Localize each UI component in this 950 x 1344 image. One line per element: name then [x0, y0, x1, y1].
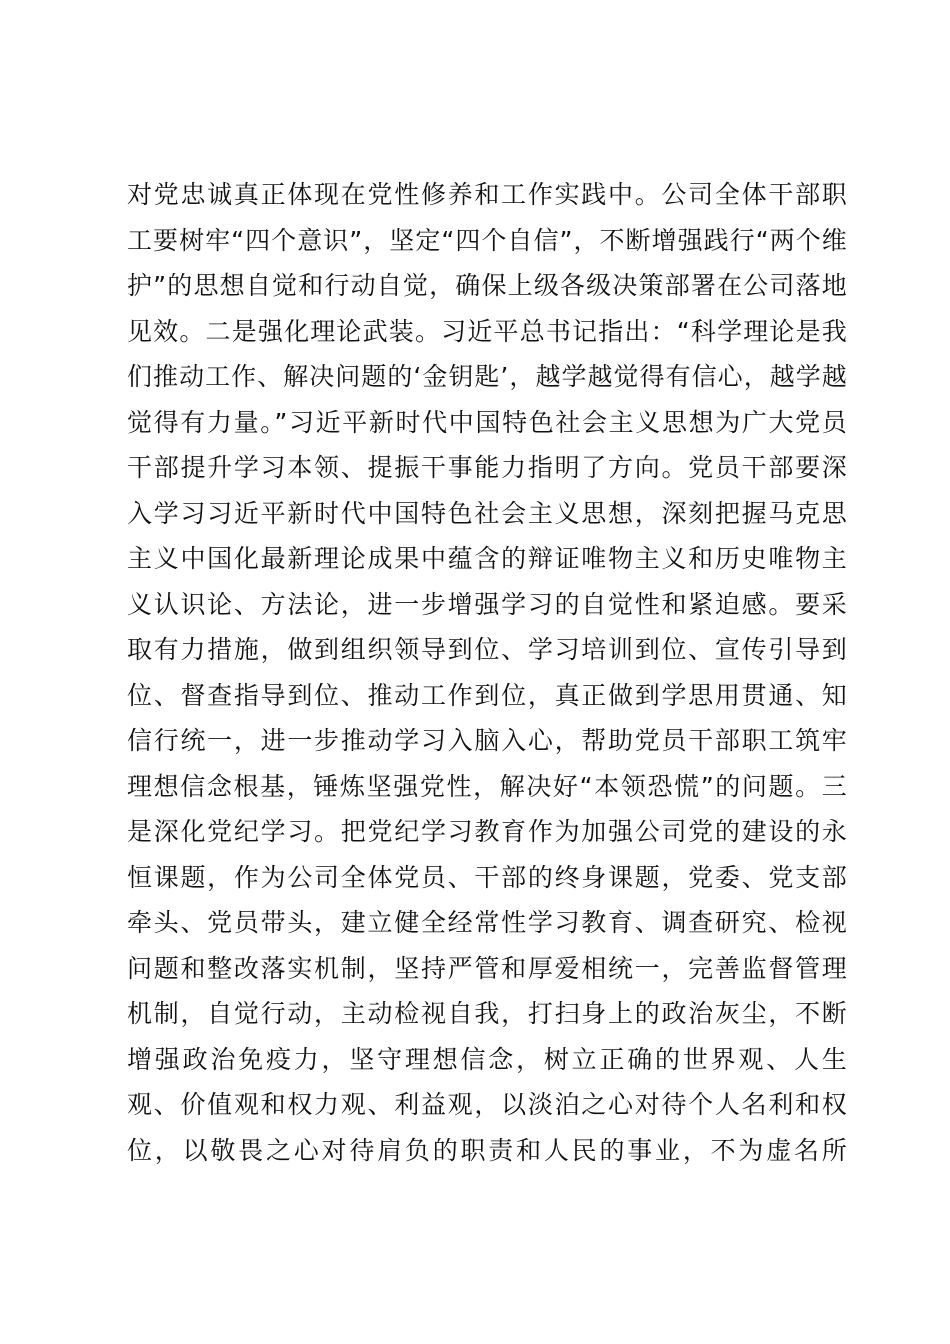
text-line-20: 增强政治免疫力，坚守理想信念，树立正确的世界观、人生 [127, 1044, 847, 1074]
text-line-5: 们推动工作、解决问题的‘金钥匙’，越学越觉得有信心，越学越 [127, 362, 847, 391]
text-line-9: 主义中国化最新理论成果中蕴含的辩证唯物主义和历史唯物主 [127, 544, 847, 573]
text-line-15: 是深化党纪学习。把党纪学习教育作为加强公司党的建设的永 [127, 817, 847, 846]
text-line-6: 觉得有力量。”习近平新时代中国特色社会主义思想为广大党员 [127, 407, 847, 437]
text-line-1: 对党忠诚真正体现在党性修养和工作实践中。公司全体干部职 [127, 180, 847, 209]
text-line-10: 义认识论、方法论，进一步增强学习的自觉性和紧迫感。要采 [127, 589, 847, 619]
body-text [127, 172, 847, 1173]
text-line-22: 位，以敬畏之心对待肩负的职责和人民的事业，不为虚名所 [127, 1135, 847, 1165]
text-line-17: 牵头、党员带头，建立健全经常性学习教育、调查研究、检视 [127, 908, 847, 937]
text-line-7: 干部提升学习本领、提振干事能力指明了方向。党员干部要深 [127, 453, 847, 482]
text-line-4: 见效。二是强化理论武装。习近平总书记指出：“科学理论是我 [127, 316, 847, 346]
text-line-14: 理想信念根基，锤炼坚强党性，解决好“本领恐慌”的问题。三 [127, 771, 847, 801]
text-line-11: 取有力措施，做到组织领导到位、学习培训到位、宣传引导到 [127, 635, 847, 664]
text-line-16: 恒课题，作为公司全体党员、干部的终身课题，党委、党支部 [127, 862, 847, 892]
text-line-18: 问题和整改落实机制，坚持严管和厚爱相统一，完善监督管理 [127, 953, 847, 983]
text-line-13: 信行统一，进一步推动学习入脑入心，帮助党员干部职工筑牢 [127, 726, 847, 755]
text-line-19: 机制，自觉行动，主动检视自我，打扫身上的政治灰尘，不断 [127, 999, 847, 1028]
text-line-2: 工要树牢“四个意识”，坚定“四个自信”，不断增强践行“两个维 [127, 225, 847, 255]
text-line-8: 入学习习近平新时代中国特色社会主义思想，深刻把握马克思 [127, 498, 847, 528]
text-line-21: 观、价值观和权力观、利益观，以淡泊之心对待个人名利和权 [127, 1090, 847, 1119]
text-line-3: 护”的思想自觉和行动自觉，确保上级各级决策部署在公司落地 [127, 271, 847, 300]
text-line-12: 位、督查指导到位、推动工作到位，真正做到学思用贯通、知 [127, 680, 847, 710]
